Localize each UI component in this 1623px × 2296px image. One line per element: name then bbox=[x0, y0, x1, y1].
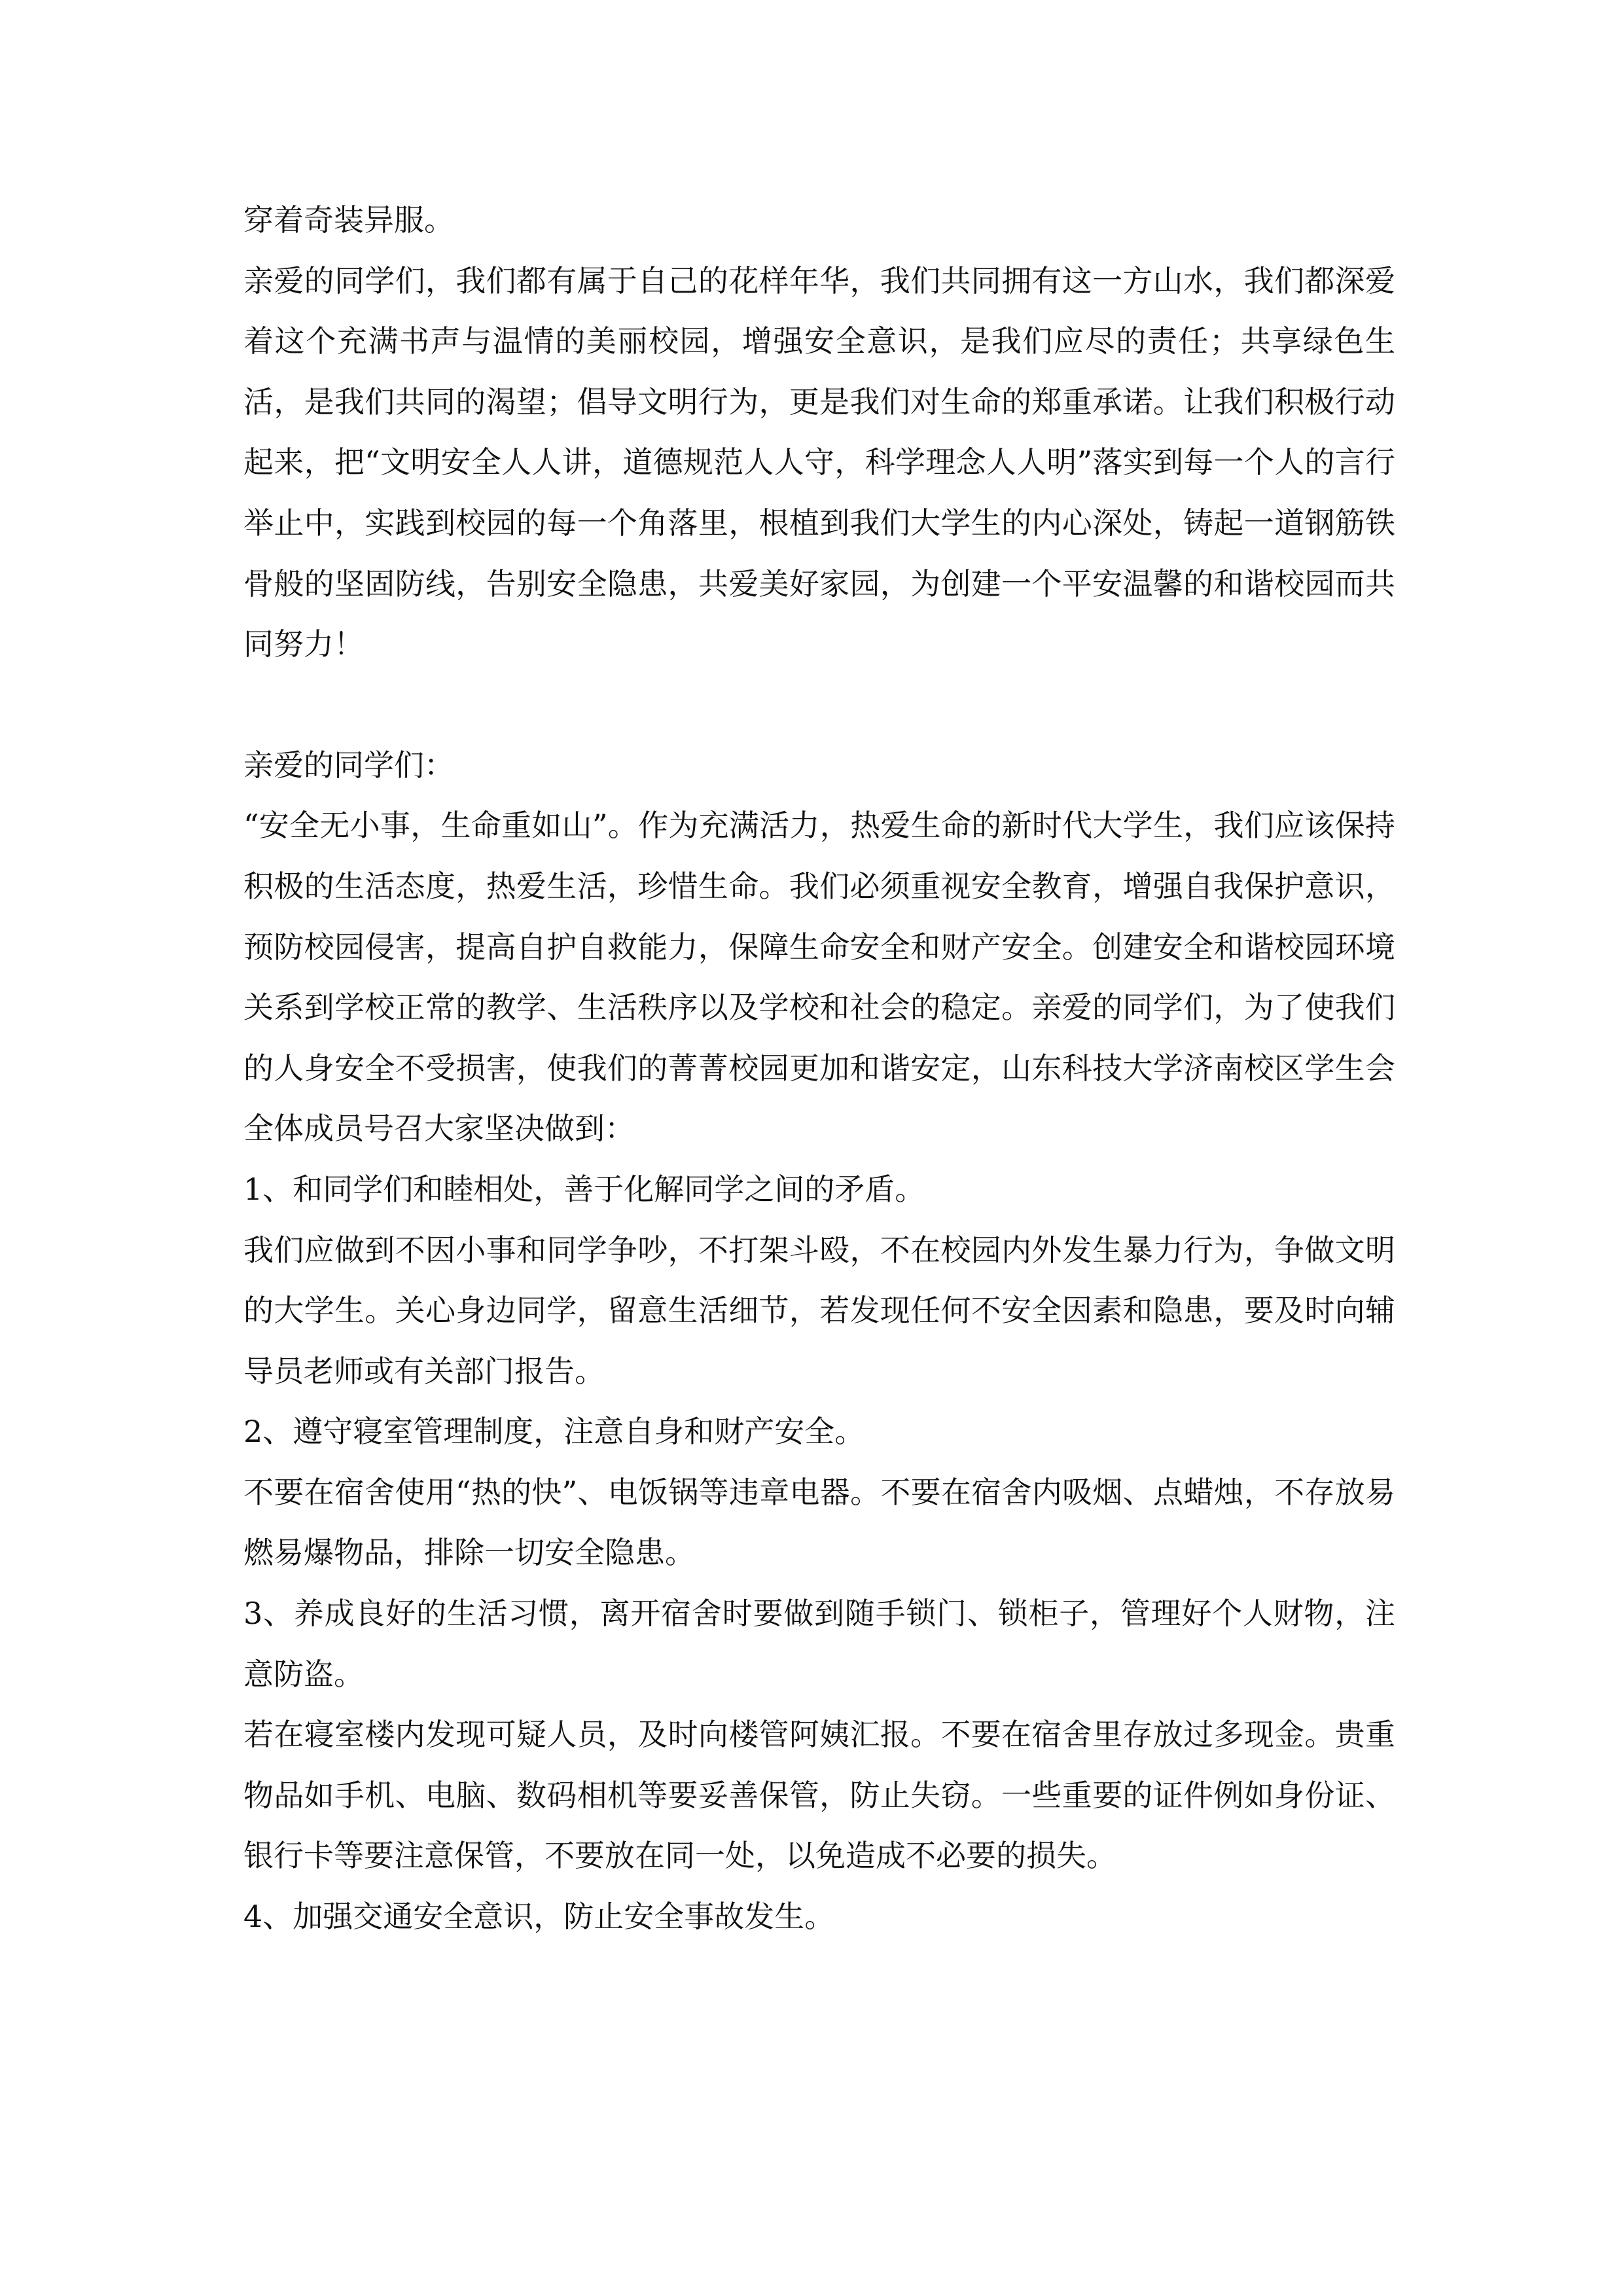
paragraph-item-2-body: 不要在宿舍使用“热的快”、电饭锅等违章电器。不要在宿舍内吸烟、点蜡烛，不存放易燃易爆物品，排除一切安全隐患。 bbox=[243, 1474, 1395, 1571]
paragraph-item-3-body: 若在寝室楼内发现可疑人员，及时向楼管阿姨汇报。不要在宿舍里存放过多现金。贵重物品如手机、电脑、数码相机等要妥善保管，防止失窃。一些重要的证件例如身份证、银行卡等要注意保管，不要放在同一处，以免造成不必要的损失。 bbox=[243, 1717, 1395, 1874]
paragraph-salutation: 亲爱的同学们： bbox=[243, 747, 454, 783]
paragraph-intro: “安全无小事，生命重如山”。作为充满活力，热爱生命的新时代大学生，我们应该保持积极的生活态度，热爱生活，珍惜生命。我们必须重视安全教育，增强自我保护意识，预防校园侵害，提高自护自救能力，保障生命安全和财产安全。创建安全和谐校园环境关系到学校正常的教学、生活秩序以及学校和社会的稳定。亲爱的同学们，为了使我们的人身安全不受损害，使我们的菁菁校园更加和谐安定，山东科技大学济南校区学生会全体成员号召大家坚决做到： bbox=[243, 808, 1395, 1147]
heading-item-3: 3、养成良好的生活习惯，离开宿舍时要做到随手锁门、锁柜子，管理好个人财物，注意防盗。 bbox=[243, 1596, 1395, 1692]
heading-item-4: 4、加强交通安全意识，防止安全事故发生。 bbox=[243, 1899, 835, 1935]
paragraph-spacer bbox=[243, 675, 1395, 735]
document-body bbox=[243, 190, 1395, 1947]
heading-item-2: 2、遵守寝室管理制度，注意自身和财产安全。 bbox=[243, 1414, 865, 1450]
paragraph-appeal: 亲爱的同学们，我们都有属于自己的花样年华，我们共同拥有这一方山水，我们都深爱着这个充满书声与温情的美丽校园，增强安全意识，是我们应尽的责任；共享绿色生活，是我们共同的渴望；倡导文明行为，更是我们对生命的郑重承诺。让我们积极行动起来，把“文明安全人人讲，道德规范人人守，科学理念人人明”落实到每一个人的言行举止中，实践到校园的每一个角落里，根植到我们大学生的内心深处，铸起一道钢筋铁骨般的坚固防线，告别安全隐患，共爱美好家园，为创建一个平安温馨的和谐校园而共同努力！ bbox=[243, 262, 1395, 662]
heading-item-1: 1、和同学们和睦相处，善于化解同学之间的矛盾。 bbox=[243, 1171, 925, 1207]
paragraph-item-1-body: 我们应做到不因小事和同学争吵，不打架斗殴，不在校园内外发生暴力行为，争做文明的大学生。关心身边同学，留意生活细节，若发现任何不安全因素和隐患，要及时向辅导员老师或有关部门报告。 bbox=[243, 1232, 1395, 1389]
paragraph-continuation: 穿着奇装异服。 bbox=[243, 202, 454, 238]
